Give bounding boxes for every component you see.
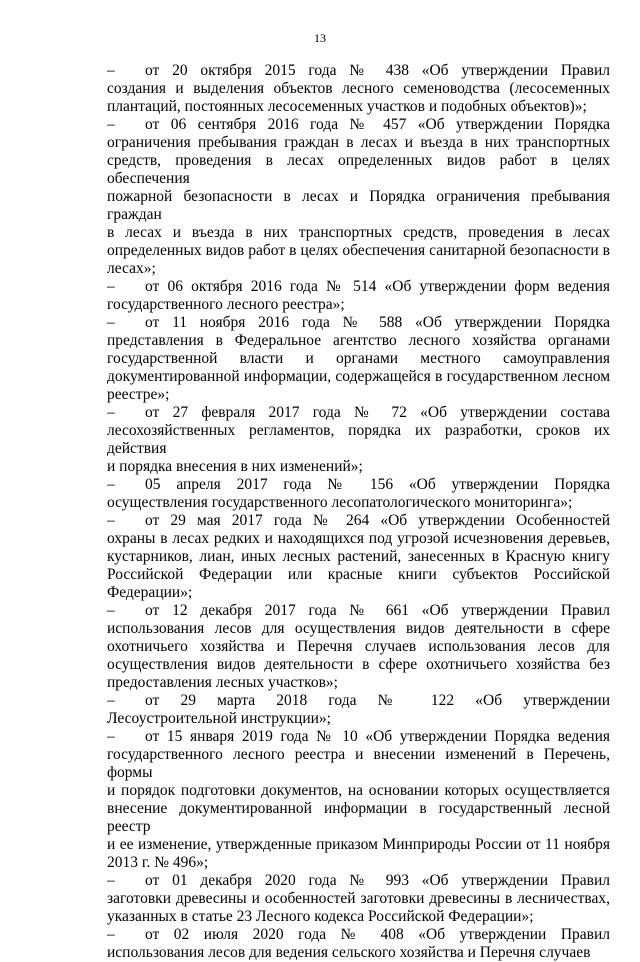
- list-item: [107, 872, 610, 926]
- list-item-text: 05 апреля 2017 года № 156 «Об утверждении Порядка: [145, 476, 610, 493]
- list-item-first-line: [107, 404, 610, 422]
- list-item-text: осуществления государственного лесопатологического мониторинга»;: [107, 494, 573, 511]
- list-item-line: [107, 188, 610, 224]
- list-item-first-line: [107, 314, 610, 332]
- list-dash: –: [107, 602, 115, 619]
- list-item-text: и порядок подготовки документов, на основании которых осуществляется: [107, 782, 610, 799]
- list-item-text: государственного лесного реестра»;: [107, 296, 345, 313]
- list-item: [107, 314, 610, 404]
- list-item-line: [107, 458, 610, 476]
- list-item-text: использования лесов для ведения сельского хозяйства и Перечня случаев: [107, 944, 591, 961]
- list-item-line: [107, 332, 610, 350]
- list-item-text: и ее изменение, утвержденные приказом Минприроды России от 11 ноября: [107, 836, 610, 853]
- list-item-line: [107, 422, 610, 458]
- list-item-line: [107, 530, 610, 548]
- list-item-first-line: [107, 512, 610, 530]
- list-item-line: [107, 908, 610, 926]
- list-item-line: [107, 746, 610, 782]
- list-item-line: [107, 656, 610, 674]
- list-item-text: указанных в статье 23 Лесного кодекса Российской Федерации»;: [107, 908, 534, 925]
- list-item-text: от 29 марта 2018 года № 122 «Об утверждении: [145, 692, 610, 709]
- list-item-line: [107, 782, 610, 800]
- list-item-text: заготовки древесины и особенностей заготовки древесины в лесничествах,: [107, 890, 610, 907]
- list-item-text: документированной информации, содержащейся в государственном лесном: [107, 368, 610, 385]
- list-item-text: в лесах и въезда в них транспортных средств, проведения в лесах: [107, 224, 610, 241]
- list-item: [107, 476, 610, 512]
- list-item-line: [107, 548, 610, 566]
- list-item-line: [107, 566, 610, 584]
- list-item-line: [107, 242, 610, 260]
- list-item: [107, 692, 610, 728]
- list-item-first-line: [107, 602, 610, 620]
- list-item: [107, 278, 610, 314]
- list-item-text: определенных видов работ в целях обеспечения санитарной безопасности в: [107, 242, 610, 259]
- list-item-text: от 20 октября 2015 года № 438 «Об утверждении Правил: [145, 62, 610, 79]
- list-item-line: [107, 368, 610, 386]
- list-item-text: пожарной безопасности в лесах и Порядка ограничения пребывания граждан: [107, 188, 610, 223]
- list-dash: –: [107, 926, 115, 943]
- list-dash: –: [107, 278, 115, 295]
- list-item-text: ограничения пребывания граждан в лесах и въезда в них транспортных: [107, 134, 610, 151]
- list-item-line: [107, 350, 610, 368]
- list-item: [107, 728, 610, 872]
- list-item-line: [107, 710, 610, 728]
- list-item-text: использования лесов для осуществления видов деятельности в сфере: [107, 620, 610, 637]
- list-item-text: от 01 декабря 2020 года № 993 «Об утверждении Правил: [145, 872, 610, 889]
- list-item-text: внесение документированной информации в государственный лесной реестр: [107, 800, 610, 835]
- list-item-text: лесах»;: [107, 260, 156, 277]
- list-item-line: [107, 494, 610, 512]
- list-item-text: предоставления лесных участков»;: [107, 674, 338, 691]
- list-item-line: [107, 944, 610, 962]
- list-item-text: Российской Федерации или красные книги субъектов Российской: [107, 566, 610, 583]
- list-item-line: [107, 386, 610, 404]
- list-item-text: от 15 января 2019 года № 10 «Об утверждении Порядка ведения: [145, 728, 610, 745]
- list-item-text: 2013 г. № 496»;: [107, 854, 209, 871]
- list-item-text: охраны в лесах редких и находящихся под угрозой исчезновения деревьев,: [107, 530, 610, 547]
- list-item-text: плантаций, постоянных лесосеменных участков и подобных объектов)»;: [107, 98, 587, 115]
- list-item-line: [107, 152, 610, 188]
- list-item-first-line: [107, 728, 610, 746]
- list-item-text: Федерации»;: [107, 584, 193, 601]
- list-item-text: представления в Федеральное агентство лесного хозяйства органами: [107, 332, 610, 349]
- list-item-text: лесохозяйственных регламентов, порядка их разработки, сроков их действия: [107, 422, 610, 457]
- list-item-text: охотничьего хозяйства и Перечня случаев использования лесов для: [107, 638, 610, 655]
- list-item-text: кустарников, лиан, иных лесных растений, занесенных в Красную книгу: [107, 548, 610, 565]
- list-item-first-line: [107, 62, 610, 80]
- list-dash: –: [107, 404, 115, 421]
- list-item-text: и порядка внесения в них изменений»;: [107, 458, 363, 475]
- list-item-line: [107, 890, 610, 908]
- list-dash: –: [107, 512, 115, 529]
- list-item-text: создания и выделения объектов лесного семеноводства (лесосеменных: [107, 80, 610, 97]
- list-item-text: осуществления видов деятельности в сфере охотничьего хозяйства без: [107, 656, 610, 673]
- list-item-line: [107, 638, 610, 656]
- list-item-text: Лесоустроительной инструкции»;: [107, 710, 331, 727]
- list-item-line: [107, 854, 610, 872]
- list-dash: –: [107, 314, 115, 331]
- list-item: [107, 512, 610, 602]
- list-item-text: от 11 ноября 2016 года № 588 «Об утверждении Порядка: [145, 314, 610, 331]
- list-dash: –: [107, 116, 115, 133]
- list-dash: –: [107, 476, 115, 493]
- list-item-line: [107, 80, 610, 98]
- list-item-text: реестре»;: [107, 386, 170, 403]
- list-item-line: [107, 584, 610, 602]
- list-item: [107, 404, 610, 476]
- list-item-line: [107, 260, 610, 278]
- list-item-text: от 27 февраля 2017 года № 72 «Об утверждении состава: [145, 404, 610, 421]
- list-item-line: [107, 98, 610, 116]
- list-item-first-line: [107, 278, 610, 296]
- list-dash: –: [107, 728, 115, 745]
- list-item-text: государственного лесного реестра и внесении изменений в Перечень, формы: [107, 746, 610, 781]
- list-item-text: от 29 мая 2017 года № 264 «Об утверждении Особенностей: [145, 512, 610, 529]
- list-item-line: [107, 674, 610, 692]
- list-item-line: [107, 224, 610, 242]
- list-item-first-line: [107, 116, 610, 134]
- list-item: [107, 602, 610, 692]
- list-item-text: от 06 сентября 2016 года № 457 «Об утверждении Порядка: [145, 116, 610, 133]
- list-dash: –: [107, 872, 115, 889]
- list-item-text: от 12 декабря 2017 года № 661 «Об утверждении Правил: [145, 602, 610, 619]
- list-dash: –: [107, 62, 115, 79]
- page-number: 13: [314, 31, 326, 45]
- list-item: [107, 926, 610, 962]
- list-item-line: [107, 620, 610, 638]
- list-item-line: [107, 800, 610, 836]
- list-item-line: [107, 296, 610, 314]
- list-item: [107, 116, 610, 278]
- list-item-first-line: [107, 476, 610, 494]
- list-item-first-line: [107, 692, 610, 710]
- list-item-text: средств, проведения в лесах определенных видов работ в целях обеспечения: [107, 152, 610, 187]
- document-body: [107, 62, 610, 962]
- list-item-first-line: [107, 926, 610, 944]
- list-item-text: от 06 октября 2016 года № 514 «Об утверждении форм ведения: [145, 278, 610, 295]
- list-item-line: [107, 836, 610, 854]
- list-item: [107, 62, 610, 116]
- list-item-first-line: [107, 872, 610, 890]
- list-item-text: от 02 июля 2020 года № 408 «Об утверждении Правил: [145, 926, 610, 943]
- list-dash: –: [107, 692, 115, 709]
- list-item-text: государственной власти и органами местного самоуправления: [107, 350, 610, 367]
- list-item-line: [107, 134, 610, 152]
